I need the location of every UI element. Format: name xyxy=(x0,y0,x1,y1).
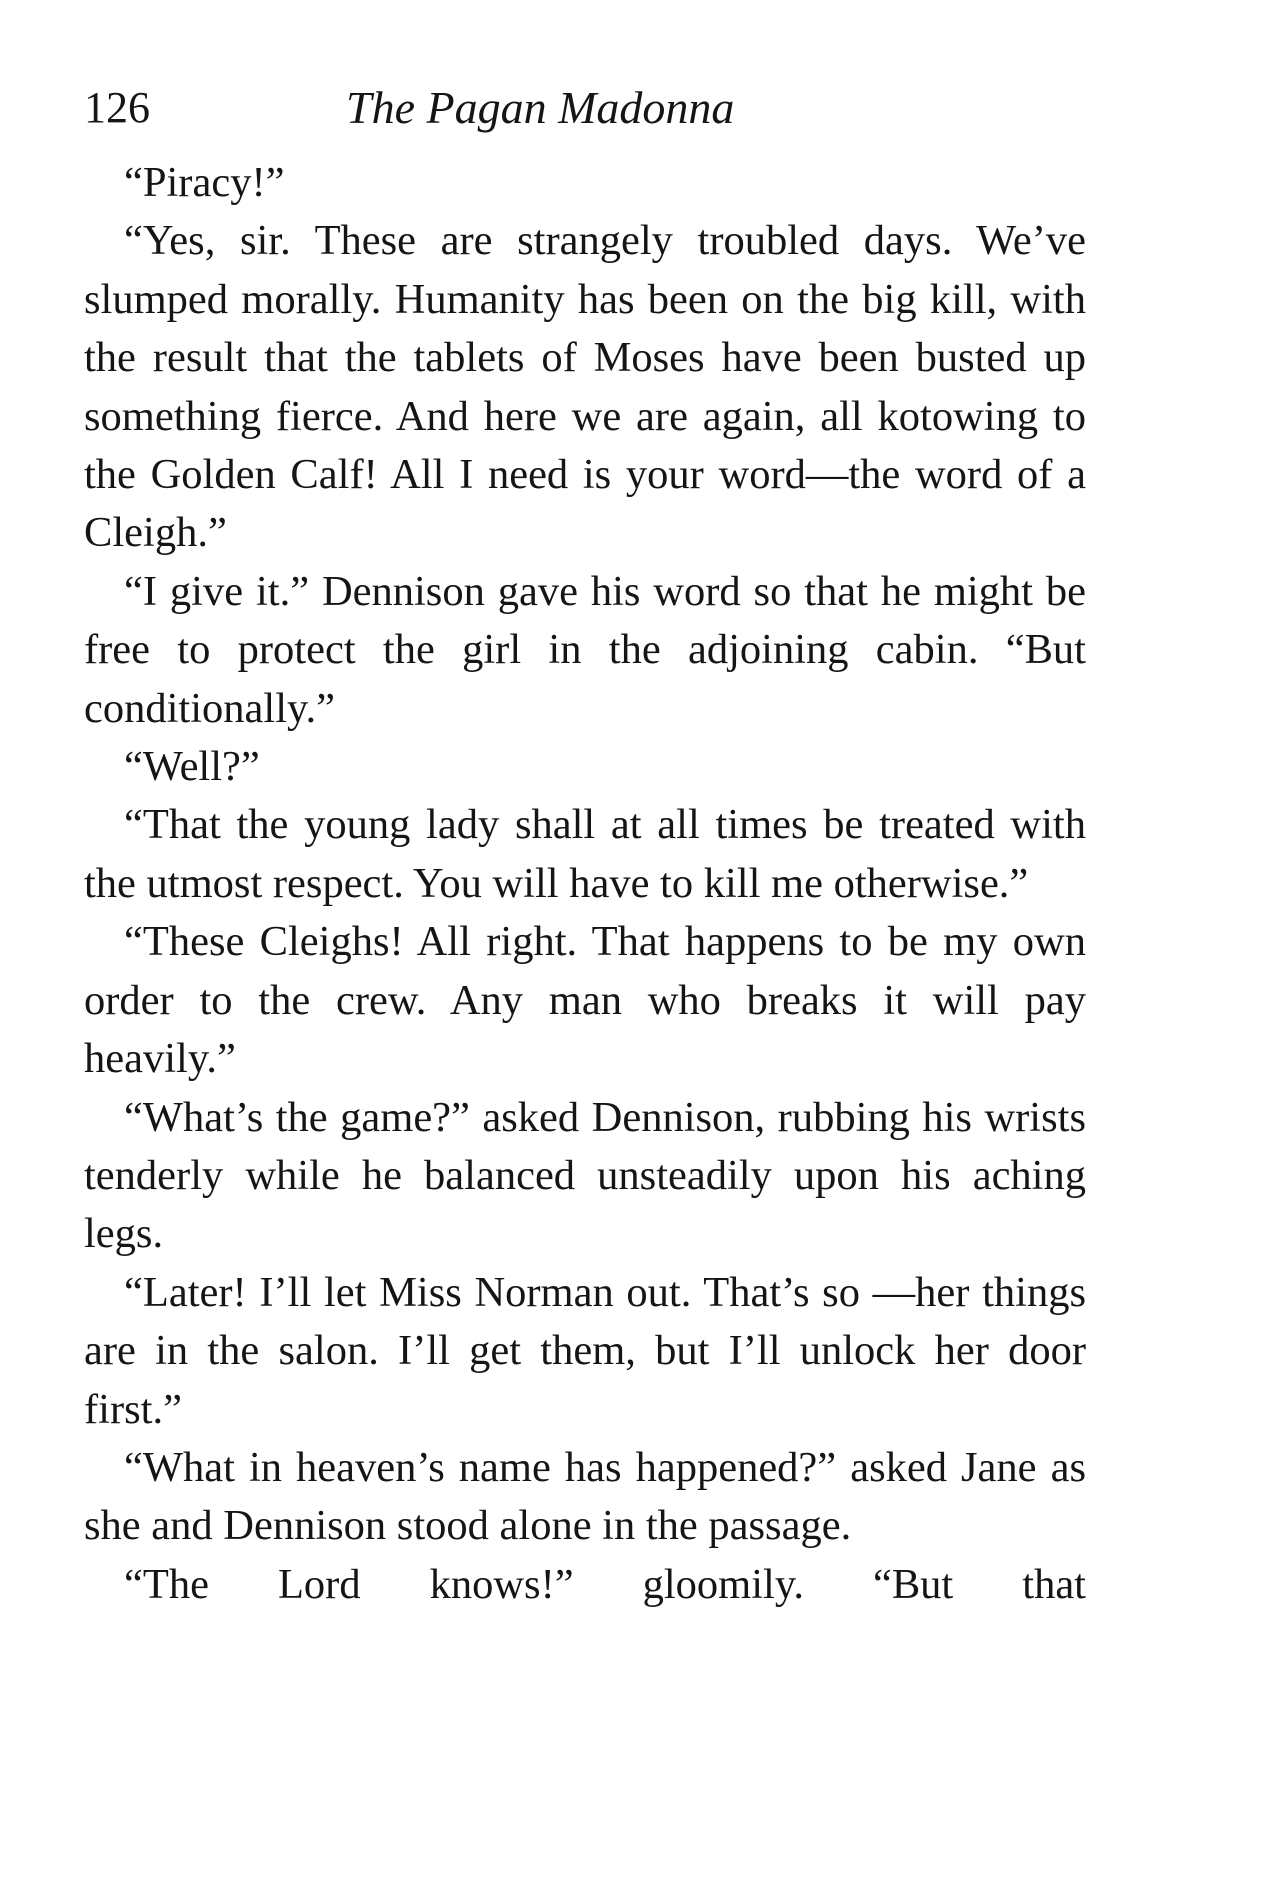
paragraph: “These Cleighs! All right. That happens to be my own order to the crew. Any man who breaks it will pay heavily.” xyxy=(84,918,1086,1083)
paragraph: “Well?” xyxy=(124,743,260,791)
paragraph: “What in heaven’s name has happened?” asked Jane as she and Dennison stood alone in the passage. xyxy=(84,1443,1086,1550)
page-number: 126 xyxy=(84,83,150,132)
paragraph: “Later! I’ll let Miss Norman out. That’s so —her things are in the salon. I’ll get them, but I’ll unlock her door first.” xyxy=(84,1268,1086,1433)
running-title: The Pagan Madonna xyxy=(346,82,735,133)
paragraph: “What’s the game?” asked Dennison, rubbing his wrists tenderly while he balanced unsteadily upon his aching legs. xyxy=(84,1093,1086,1258)
paragraph: “Yes, sir. These are strangely troubled days. We’ve slumped morally. Humanity has been on the big kill, with the result that the tablets of Moses have been busted up something fierce. And here we are again, all kotowing to the Golden Calf! All I need is your word—the word of a Cleigh.” xyxy=(84,217,1086,557)
page-header xyxy=(84,78,1094,138)
paragraph: “I give it.” Dennison gave his word so that he might be free to protect the girl in the adjoining cabin. “But conditionally.” xyxy=(84,567,1086,732)
paragraph: “The Lord knows!” gloomily. “But that xyxy=(124,1560,1086,1608)
body-text xyxy=(84,154,1086,1614)
paragraph: “That the young lady shall at all times be treated with the utmost respect. You will have to kill me otherwise.” xyxy=(84,801,1086,907)
paragraph: “Piracy!” xyxy=(124,159,285,206)
